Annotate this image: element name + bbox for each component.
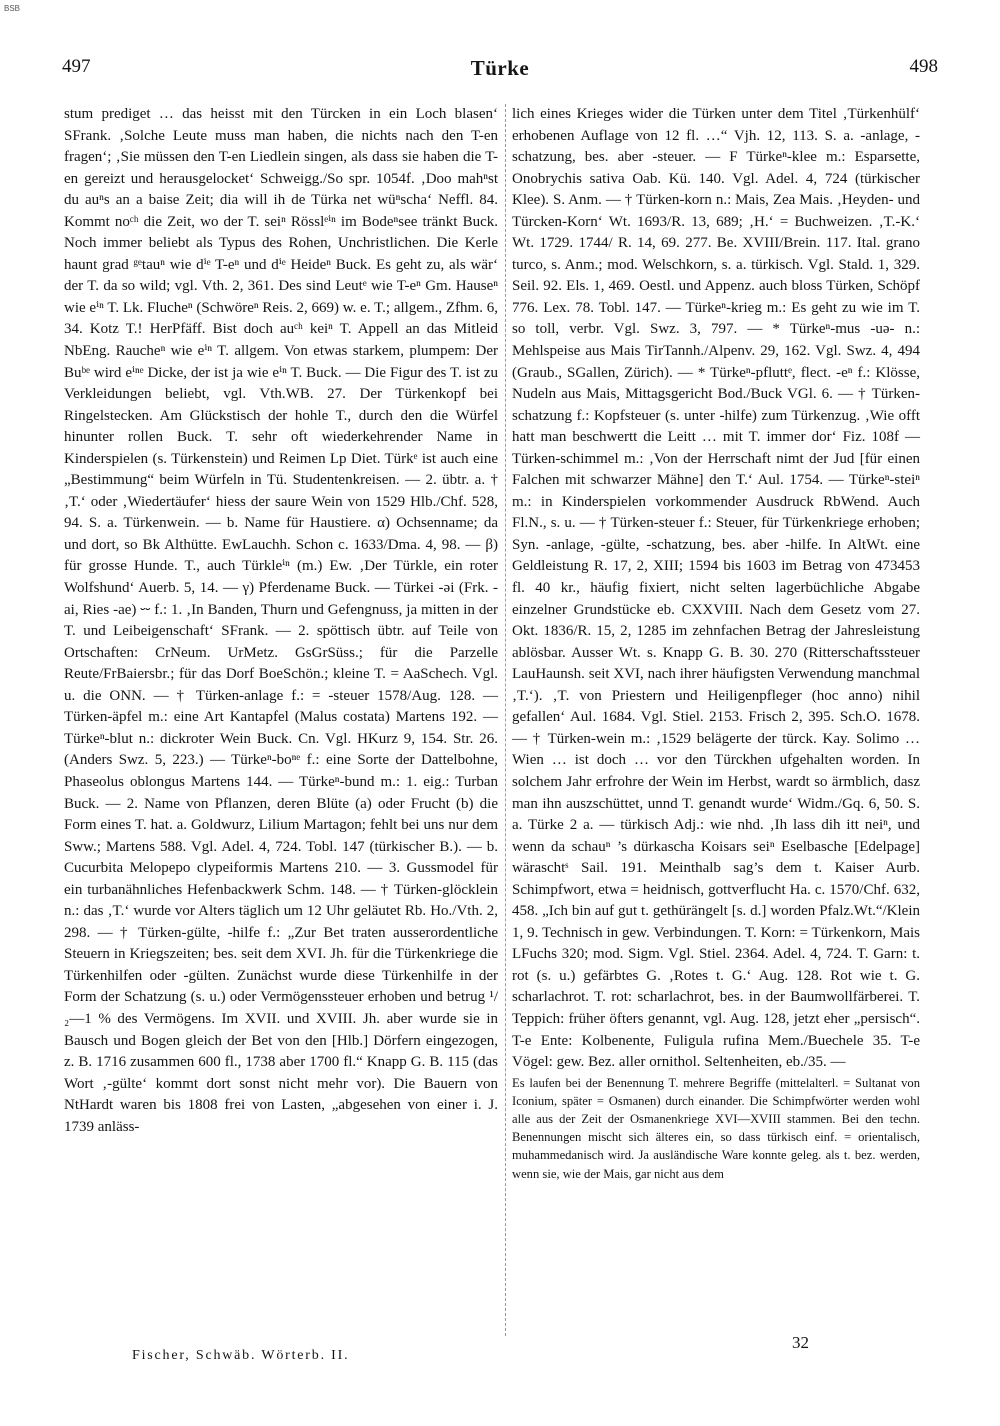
page-number-left: 497: [62, 56, 91, 77]
sheet-number: 32: [792, 1333, 809, 1352]
left-column: [64, 104, 498, 1138]
column-divider: [505, 104, 506, 1336]
left-column-text: stum prediget … das heisst mit den Türcken in ein Loch blasen‘ SFrank. ‚Solche Leute muss man haben, die nichts nach den T-en fragen‘; ‚Sie müssen den T-en Liedlein singen, als dass sie haben die T-en gereizt und herausgelocket‘ Schweigg./So spr. 1054f. ‚Doo mahⁿst du auⁿs an a baise Zeit; dia will ih de Türka net wüⁿscha‘ Neffl. 84. Kommt noᶜʰ die Zeit, wo der T. seiⁿ Rösslᵉⁱⁿ im Bodeⁿsee tränkt Buck. Noch immer beliebt als Typus des Rohen, Unchristlichen. Die Kerle haunt grad ᵍᵉtauⁿ wie dⁱᵉ T-eⁿ und dⁱᵉ Heideⁿ Buck. Es geht zu, als wär‘ der T. da so wild; vgl. Vth. 2, 361. Des sind Leutᵉ wie T-eⁿ Gm. Hauseⁿ wie eⁱⁿ T. Lk. Flucheⁿ (Schwöreⁿ Reis. 2, 669) w. e. T.; allgem., Zfhm. 6, 34. Kotz T.! HerPfäff. Bist doch auᶜʰ keiⁿ T. Appell an das Mitleid NbEng. Raucheⁿ wie eⁱⁿ T. allgem. Von etwas starkem, plumpem: Der Buᵇᵉ wird eⁱⁿᵉ Dicke, der ist ja wie eⁱⁿ T. Buck. — Die Figur des T. ist zu Verkleidungen beliebt, vgl. Vth.WB. 27. Der Türkenkopf bei Ringelstecken. Am Glückstisch der hohle T., durch den die Würfel hinunter rollen Buck. T. sehr oft wiederkehrender Name in Kinderspielen (s. Türkenstein) und Reimen Lp Diet. Türkᵉ ist auch eine „Bestimmung“ beim Würfeln in Tü. Studentenkreisen. — 2. übtr. a. † ‚T.‘ oder ‚Wiedertäufer‘ hiess der saure Wein von 1529 Hlb./Chf. 528, 94. S. a. Türkenwein. — b. Name für Haustiere. α) Ochsenname; da und dort, so Bk Althütte. EwLauchh. Schon c. 1633/Dma. 4, 98. — β) für grosse Hunde. T., auch Türkleⁱⁿ (m.) Ew. ‚Der Türkle, ein roter Wolfshund‘ Auerb. 5, 14. — γ) Pferdename Buck. — Türkei -əi (Frk. -ai, Ries -ae) ⏑⏑ f.: 1. ‚In Banden, Thurn und Gefengnuss, ja mitten in der T. und Leibeigenschaft‘ SFrank. — 2. spöttisch übtr. auf Teile von Ortschaften: CrNeum. UrMetz. GsGrSüss.; für die Parzelle Reute/FrBaiersbr.; für das Dorf BoeSchön.; kleine T. = AaSchech. Vgl. u. die ONN. — † Türken-anlage f.: = -steuer 1578/Aug. 128. — Türken-äpfel m.: eine Art Kantapfel (Malus costata) Martens 192. — Türkeⁿ-blut n.: dickroter Wein Buck. Cn. Vgl. HKurz 9, 154. Str. 26. (Anders Swz. 5, 223.) — Türkeⁿ-boⁿᵉ f.: eine Sorte der Dattelbohne, Phaseolus oblongus Martens 144. — Türkeⁿ-bund m.: 1. eig.: Turban Buck. — 2. Name von Pflanzen, deren Blüte (a) oder Frucht (b) die Form eines T. hat. a. Goldwurz, Lilium Martagon; fehlt bei uns nur dem Sww.; Martens 588. Vgl. Adel. 4, 724. Tobl. 147 (türkischer B.). — b. Cucurbita Melopepo clypeiformis Martens 210. — 3. Gussmodel für ein turbanähnliches Hefenbackwerk Schm. 148. — † Türken-glöcklein n.: das ‚T.‘ wurde vor Alters täglich um 12 Uhr geläutet Rb. Ho./Vth. 2, 298. — † Türken-gülte, -hilfe f.: „Zur Bet traten ausserordentliche Steuern in Kriegszeiten; bes. seit dem XVI. Jh. für die Türkenkriege die Türkenhilfen oder -gülten. Zunächst wurde diese Türkenhilfe in der Form der Schatzung (s. u.) oder Vermögenssteuer erhoben und betrug ¹/₂—1 % des Vermögens. Im XVII. und XVIII. Jh. aber wurde sie in Bausch und Bogen gleich der Bet von den [Hlb.] Dörfern eingezogen, z. B. 1716 zusammen 600 fl., 1738 aber 1700 fl.“ Knapp G. B. 115 (das Wort ‚-gülte‘ kommt dort sonst nicht mehr vor). Die Bauern von NtHardt waren bis 1808 frei von Lasten, „abgesehen von einer i. J. 1739 anläss-: [64, 106, 498, 1135]
footnote-text: Es laufen bei der Benennung T. mehrere Begriffe (mittelalterl. = Sultanat von Iconium, später = Osmanen) durch einander. Die Schimpfwörter werden wohl alle aus der Zeit der Osmanenkriege XVI—XVIII stammen. Bei den techn. Benennungen mischt sich älteres ein, so dass türkisch einf. = orientalisch, muhammedanisch wird. Ja ausländische Ware konnte geleg. als t. bez. werden, wenn sie, wie der Mais, gar nicht aus dem: [512, 1075, 920, 1181]
page-number-right: 498: [909, 56, 938, 77]
right-column-text: lich eines Krieges wider die Türken unter dem Titel ‚Türkenhülf‘ erhobenen Auflage von 12 fl. …“ Vjh. 12, 113. S. a. -anlage, -schatzung, bes. aber -steuer. — F Türkeⁿ-klee m.: Esparsette, Onobrychis sativa Oab. Kü. 140. Vgl. Adel. 4, 724 (türkischer Klee). S. Anm. — † Türken-korn n.: Mais, Zea Mais. ‚Heyden- und Türcken-Korn‘ Wt. 1693/R. 13, 689; ‚H.‘ = Buchweizen. ‚T.-K.‘ Wt. 1729. 1744/ R. 14, 69. 277. Be. XVIII/Brein. 117. Ital. grano turco, s. Anm.; mod. Welschkorn, s. a. türkisch. Vgl. Stald. 1, 329. Seil. 92. Els. 1, 469. Oestl. und Appenz. auch bloss Türken, Schöpf 776. Lex. 78. Tobl. 147. — Türkeⁿ-krieg m.: Es geht zu wie im T. so toll, verbr. Vgl. Swz. 3, 797. — * Türkeⁿ-mus -uə- n.: Mehlspeise aus Mais TirTannh./Alpenv. 29, 162. Vgl. Swz. 4, 494 (Graub., SGallen, Zürich). — * Türkeⁿ-pfluttᵉ, flect. -eⁿ f.: Klösse, Nudeln aus Mais, Mittagsgericht Bod./Buck VGl. 6. — † Türken-schatzung f.: Kopfsteuer (s. unter -hilfe) zum Türkenzug. ‚Wie offt hatt man beschwertt die Leitt … mit T. immer dor‘ Fiz. 108f — Türken-schimmel m.: ‚Von der Herrschaft nimt der Jud [für einen Falchen mit schwarzer Mähne] den T.‘ Aul. 1754. — Türkeⁿ-steiⁿ m.: in Kinderspielen vorkommender Ausdruck RbWend. Auch Fl.N., s. u. — † Türken-steuer f.: Steuer, für Türkenkriege erhoben; Syn. -anlage, -gülte, -schatzung, bes. aber -hilfe. In AltWt. eine Geldleistung R. 17, 2, XIII; 1594 bis 1603 im Betrag von 473453 fl. 40 kr., häufig fixiert, nicht selten lagerbüchliche Abgabe einzelner Grundstücke eb. CXXVIII. Nach dem Gesetz vom 27. Okt. 1836/R. 15, 2, 1285 im zehnfachen Betrag der Jahresleistung ablösbar. Ausser Wt. s. Knapp G. B. 30. 270 (Ritterschaftssteuer LauHaunsh. seit XVI, nach ihrer häufigsten Verwendung manchmal ‚T.‘). ‚T. von Priestern und Heiligenpfleger (hoc anno) nihil gefallen‘ Aul. 1684. Vgl. Stiel. 2153. Frisch 2, 395. Sch.O. 1678. — † Türken-wein m.: ‚1529 belägerte der türck. Kay. Solimo … Wien … ist doch … vor den Türckhen ufgehalten worden. In solchem Jahr erfrohre der Wein im Herbst, wardt so ärmblich, dasz man ihn auszschüttet, unnd T. genandt wurde‘ Widm./Gq. 6, 50. S. a. Türke 2 a. — türkisch Adj.: wie nhd. ‚Ih lass dih itt neiⁿ, und wenn da schauⁿ ’s dürkascha Koisars seiⁿ Eselbasche [Edelpage] wäraschtˢ Sail. 191. Meinthalb sag’s dem t. Kaiser Aurb. Schimpfwort, etwa = heidnisch, gottverflucht Ha. c. 1570/Chf. 632, 458. „Ich bin auf gut t. gethürängelt [s. d.] worden Pfalz.Wt.“/Klein 1, 9. Technisch in gew. Verbindungen. T. Korn: = Türkenkorn, Mais LFuchs 320; mod. Sigm. Vgl. Stiel. 2364. Adel. 4, 724. T. Garn: t. rot (s. u.) gefärbtes G. ‚Rotes t. G.‘ Aug. 128. Rot wie t. G. scharlachrot. T. rot: scharlachrot, bes. in der Baumwollfärberei. T. Teppich: früher öfters genannt, vgl. Aug. 128, jetzt eher „persisch“. T-e Ente: Kolbenente, Fuligula rufina Mem./Buechele 35. T-e Vögel: gew. Bez. aller ornithol. Seltenheiten, eb./35. —: [512, 106, 920, 1071]
right-column: [512, 104, 920, 1183]
signature-line: Fischer, Schwäb. Wörterb. II.: [132, 1348, 350, 1363]
page-header: [60, 56, 940, 80]
page-title: Türke: [470, 56, 530, 80]
library-stamp: BSB: [4, 4, 21, 13]
